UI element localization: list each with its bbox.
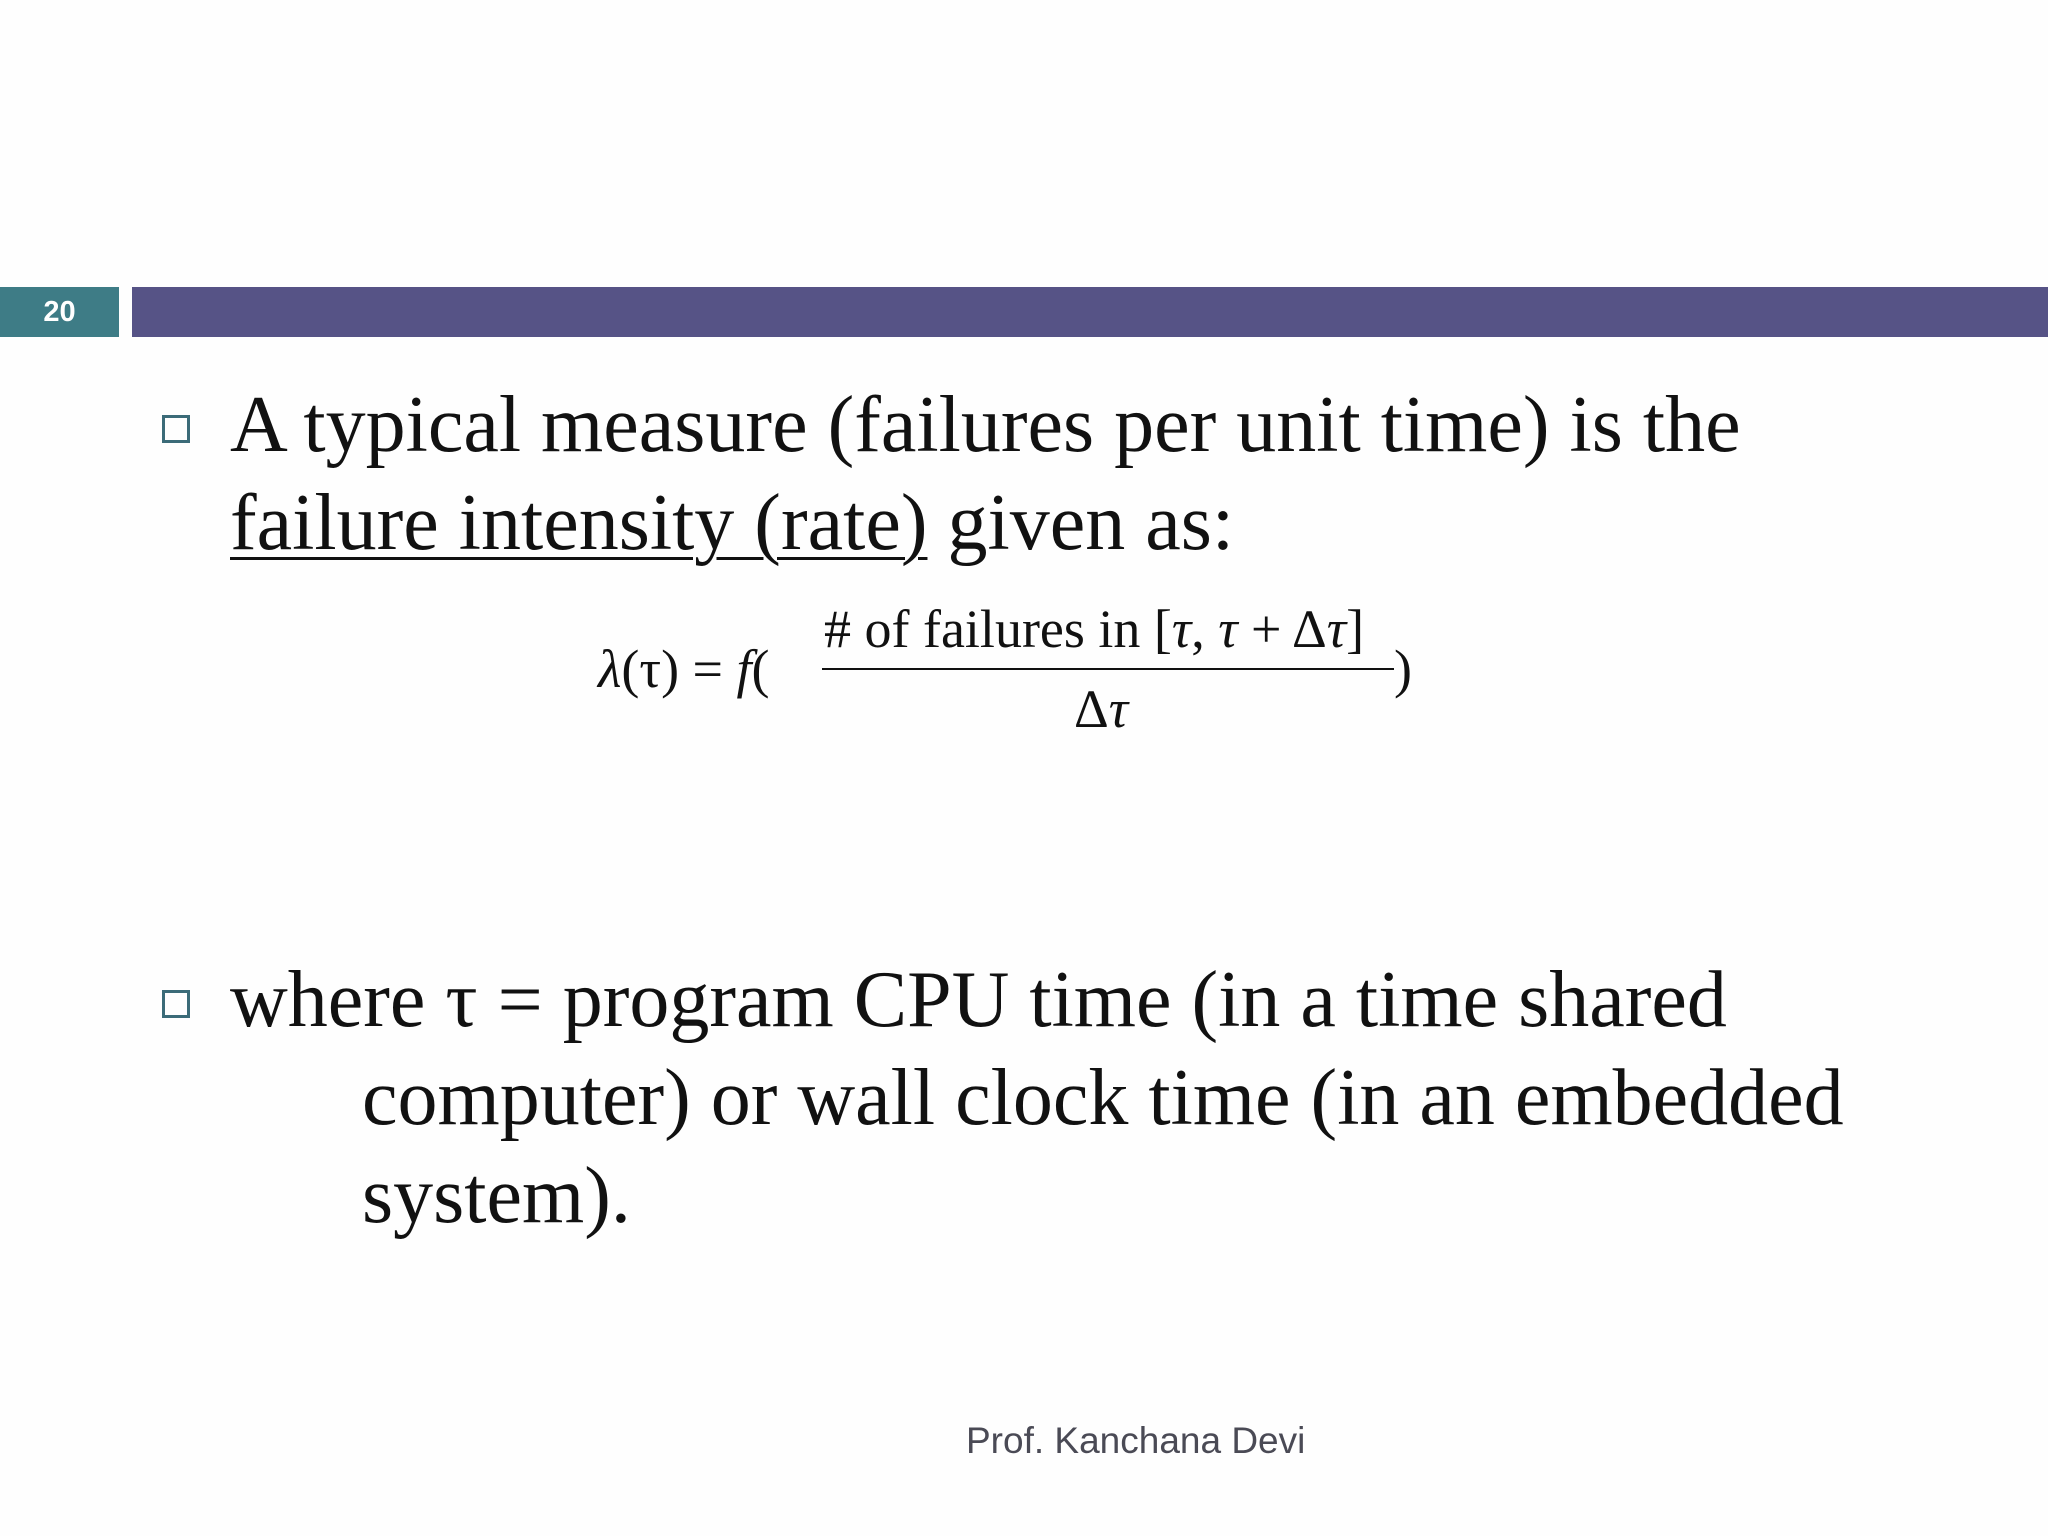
failure-intensity-term: failure intensity (rate) [230, 479, 928, 567]
numerator-comma: , [1191, 599, 1219, 659]
formula-lhs [598, 639, 770, 699]
numerator-close: ] [1346, 599, 1365, 659]
bullet-2-line-2: computer) or wall clock time (in an embedded [362, 1054, 1844, 1142]
slide-number: 20 [0, 287, 119, 337]
denominator-tau: τ [1108, 679, 1129, 739]
lambda-symbol: λ [598, 639, 622, 699]
fraction-rule [822, 668, 1394, 670]
bullet-square-icon [162, 990, 190, 1018]
numerator-tau-2: τ [1218, 599, 1238, 659]
denominator-delta: Δ [1074, 679, 1109, 739]
formula-denominator [1074, 679, 1129, 739]
footer-author: Prof. Kanchana Devi [966, 1420, 1306, 1461]
numerator-plus-delta: + Δ [1237, 599, 1327, 659]
bullet-2-line-1: where τ = program CPU time (in a time shared [230, 956, 1727, 1044]
numerator-text: # of failures in [ [824, 599, 1172, 659]
numerator-tau-3: τ [1326, 599, 1347, 659]
formula-open-paren: ( [751, 639, 770, 699]
formula-close-paren: ) [1394, 639, 1412, 699]
bullet-2-line-3: system). [362, 1152, 631, 1240]
numerator-tau-1: τ [1171, 599, 1192, 659]
bullet-1-line-2 [230, 479, 1235, 567]
title-bar [132, 287, 2048, 337]
bullet-1-line-1: A typical measure (failures per unit time) is the [230, 381, 1741, 469]
function-f: f [736, 639, 752, 699]
formula-numerator [824, 599, 1365, 659]
bullet-1-line-2-rest: given as: [927, 479, 1235, 567]
bullet-square-icon [162, 415, 190, 443]
formula-lhs-arg: (τ) = [621, 639, 737, 699]
